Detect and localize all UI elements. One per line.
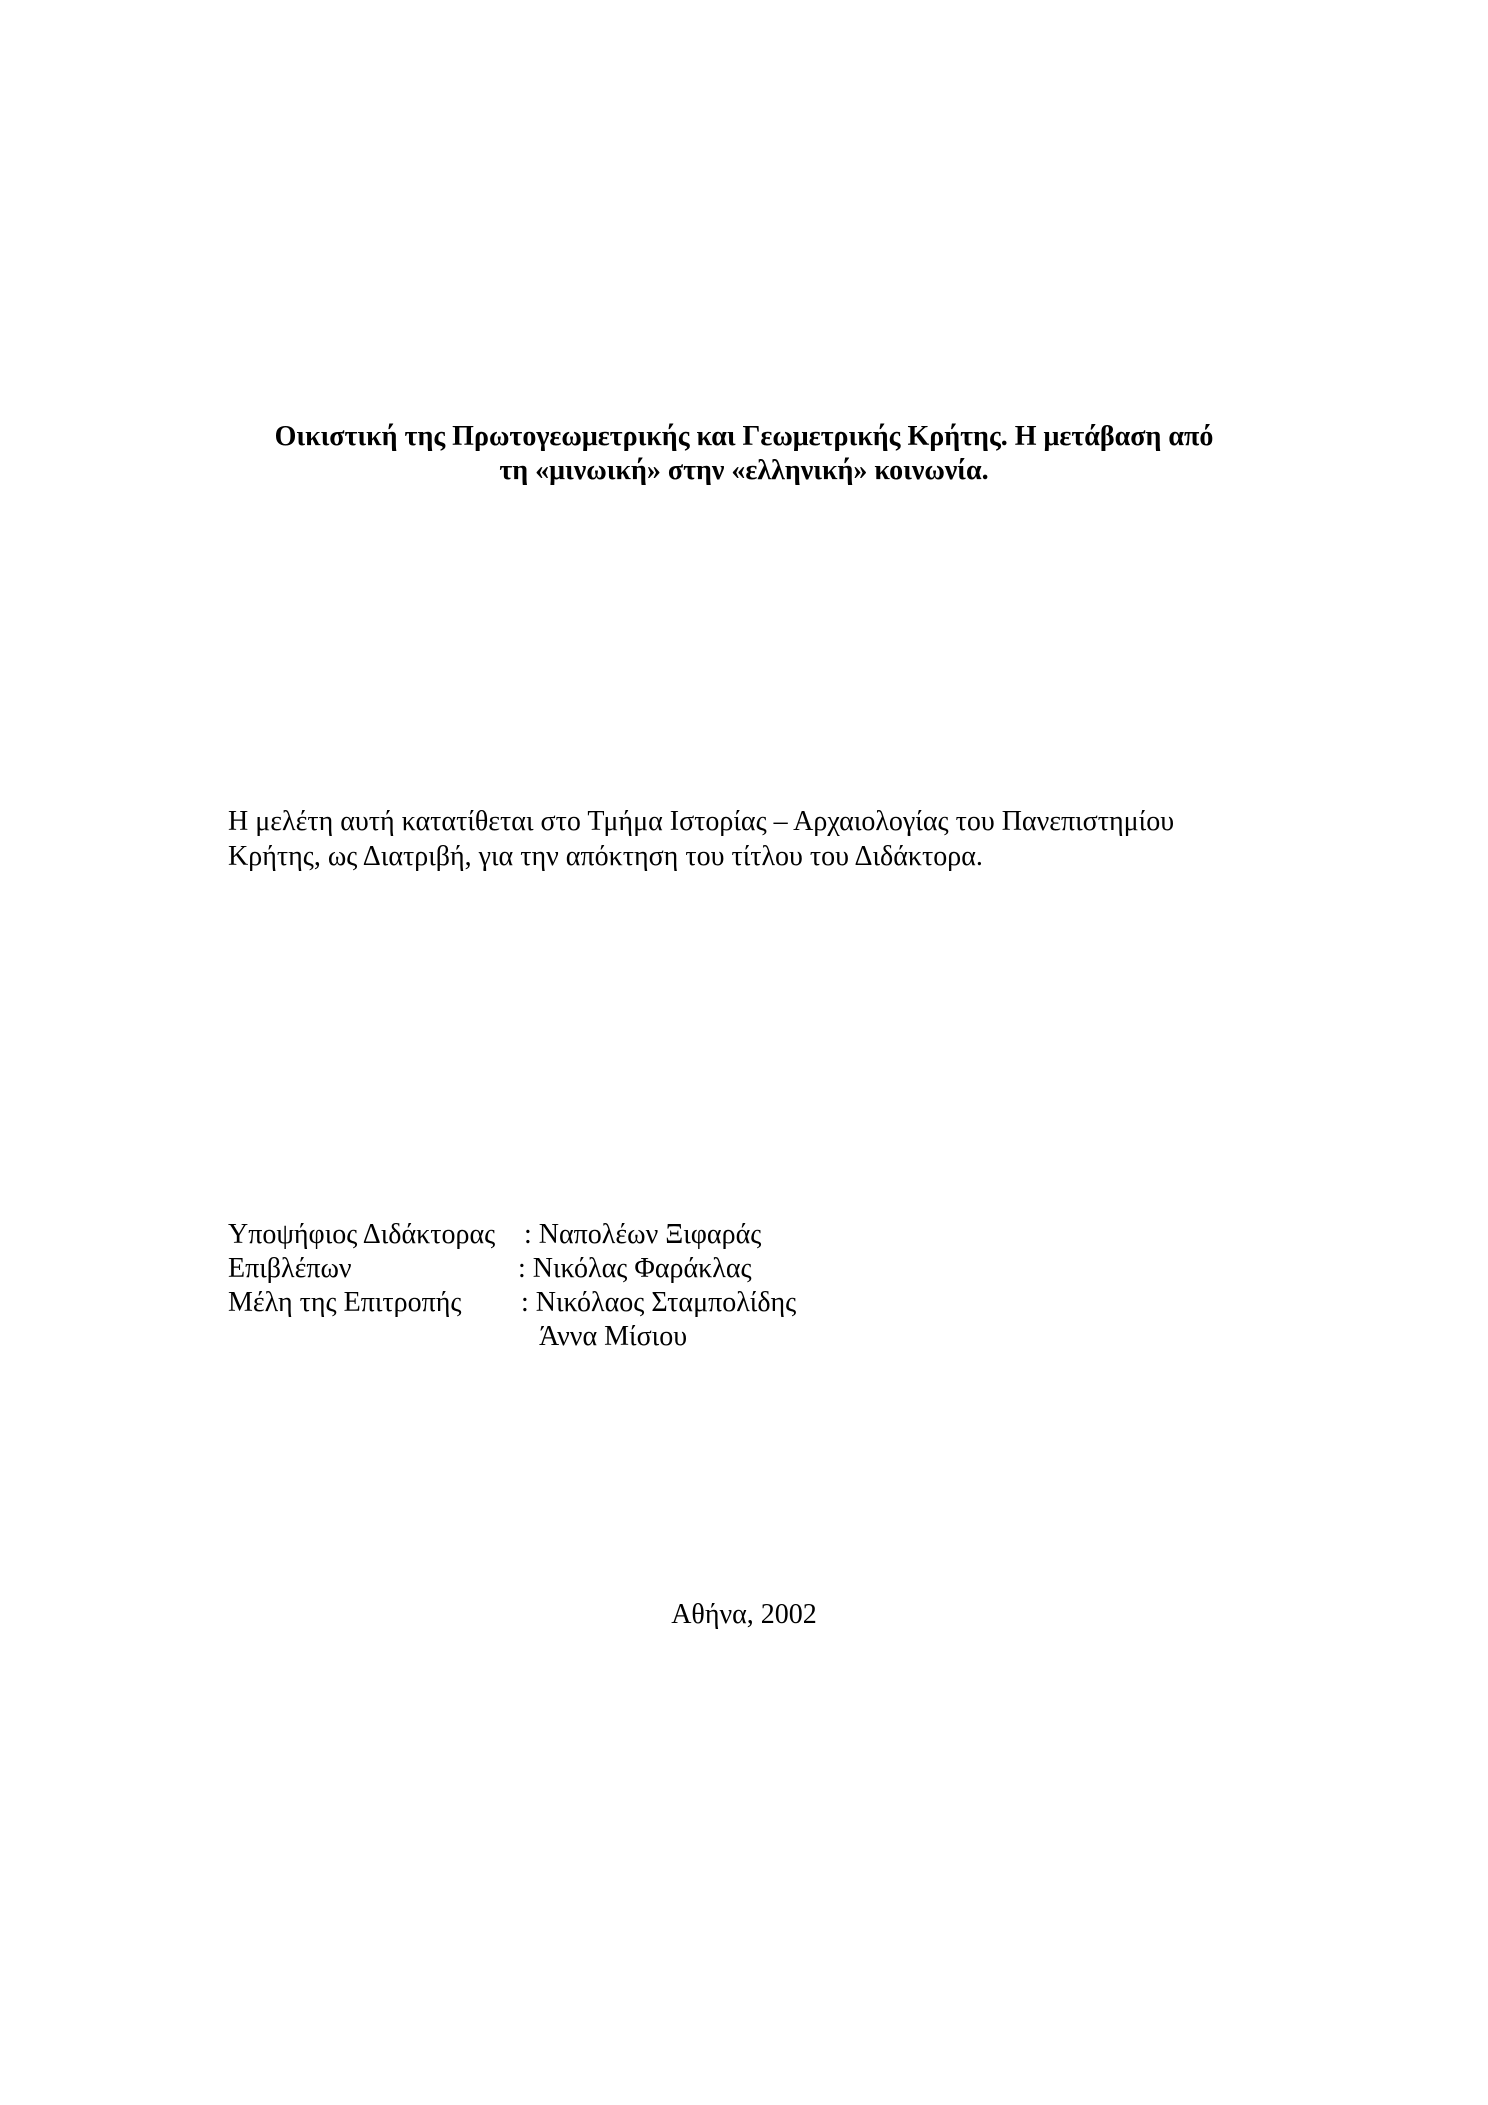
committee-members-label: Μέλη της Επιτροπής — [228, 1287, 462, 1318]
supervisor-row — [228, 1252, 1128, 1286]
committee-members-row — [228, 1286, 1128, 1320]
candidate-row — [228, 1218, 1128, 1252]
supervisor-label: Επιβλέπων — [228, 1253, 352, 1284]
committee-member-1-name: : Νικόλαος Σταμπολίδης — [521, 1287, 797, 1318]
thesis-title — [228, 420, 1260, 488]
committee-member-2-row — [228, 1320, 1128, 1354]
committee-member-2-name: Άννα Μίσιου — [539, 1321, 688, 1352]
submission-statement — [228, 804, 1288, 874]
submission-statement-line-1: Η μελέτη αυτή κατατίθεται στο Τμήμα Ιστορίας – Αρχαιολογίας του Πανεπιστημίου — [228, 806, 1175, 837]
candidate-label: Υποψήφιος Διδάκτορας — [228, 1219, 496, 1250]
thesis-title-line-2: τη «μινωική» στην «ελληνική» κοινωνία. — [499, 455, 989, 486]
candidate-name: : Ναπολέων Ξιφαράς — [524, 1219, 762, 1250]
supervisor-name: : Νικόλας Φαράκλας — [518, 1253, 752, 1284]
place-date: Αθήνα, 2002 — [671, 1599, 817, 1630]
committee-list — [228, 1218, 1128, 1354]
submission-statement-line-2: Κρήτης, ως Διατριβή, για την απόκτηση του τίτλου του Διδάκτορα. — [228, 841, 983, 872]
thesis-title-line-1: Οικιστική της Πρωτογεωμετρικής και Γεωμετρικής Κρήτης. Η μετάβαση από — [274, 421, 1214, 452]
